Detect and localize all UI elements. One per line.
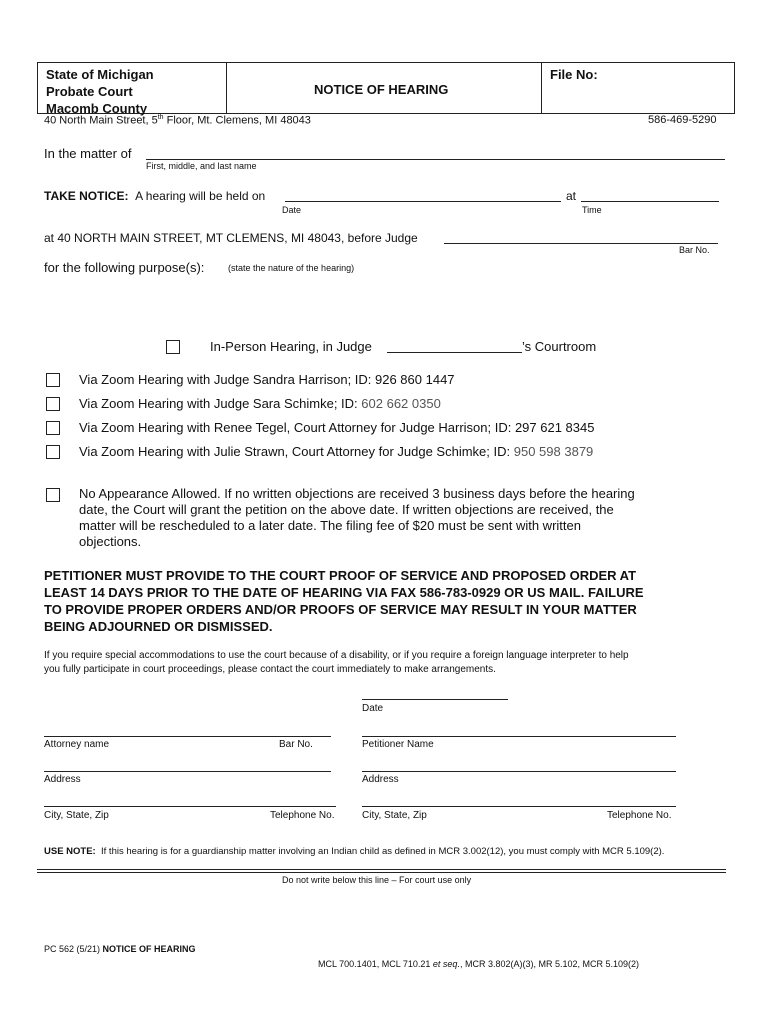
petitioner-city-line[interactable] — [362, 806, 676, 807]
header-box — [37, 62, 735, 114]
accommodation-line-1: If you require special accommodations to use the court because of a disability, or if you require a foreign language interpreter to help — [44, 650, 629, 661]
attorney-bar-caption: Bar No. — [279, 739, 313, 750]
citation-b: et seq. — [432, 959, 460, 969]
petitioner-telephone-caption: Telephone No. — [607, 810, 672, 821]
court-address-sup: th — [157, 114, 164, 121]
petitioner-name-caption: Petitioner Name — [362, 739, 434, 750]
warning-line-3: TO PROVIDE PROPER ORDERS AND/OR PROOFS OF SERVICE MAY RESULT IN YOUR MATTER — [44, 602, 637, 617]
attorney-name-line[interactable] — [44, 736, 331, 737]
court-type: Probate Court — [46, 84, 133, 99]
citation-a: MCL 700.1401, MCL 710.21 — [318, 959, 431, 969]
take-notice-label: TAKE NOTICE: — [44, 189, 129, 203]
court-address-rest: Floor, Mt. Clemens, MI 48043 — [163, 114, 311, 127]
zoom-strawn-text: Via Zoom Hearing with Julie Strawn, Court Attorney for Judge Schimke; ID: — [79, 444, 511, 459]
hearing-location: at 40 NORTH MAIN STREET, MT CLEMENS, MI 48043, before Judge — [44, 231, 418, 245]
accommodation-line-2: you fully participate in court proceedings, please contact the court immediately to make arrangements. — [44, 664, 496, 675]
warning-line-2: LEAST 14 DAYS PRIOR TO THE DATE OF HEARING VIA FAX 586-783-0929 OR US MAIL. FAILURE — [44, 585, 644, 600]
zoom-schimke-text: Via Zoom Hearing with Judge Sara Schimke; ID: — [79, 396, 358, 411]
bar-no-caption: Bar No. — [679, 245, 710, 255]
take-notice-at: at — [566, 189, 577, 203]
attorney-city-line[interactable] — [44, 806, 336, 807]
in-person-checkbox[interactable] — [166, 340, 180, 354]
form-number — [44, 944, 196, 954]
warning-line-4: BEING ADJOURNED OR DISMISSED. — [44, 619, 273, 634]
use-note-label: USE NOTE: — [44, 846, 96, 857]
take-notice — [44, 189, 265, 203]
form-number-text: PC 562 (5/21) — [44, 944, 101, 954]
court-address-text: 40 North Main Street, 5 — [44, 114, 158, 127]
court-state: State of Michigan — [46, 67, 154, 82]
form-title: NOTICE OF HEARING — [102, 944, 196, 954]
no-appearance-checkbox[interactable] — [46, 488, 60, 502]
judge-name-line[interactable] — [444, 243, 718, 244]
no-appearance-text — [79, 486, 635, 550]
citation-c: , MCR 3.802(A)(3), MR 5.102, MCR 5.109(2) — [459, 959, 640, 969]
header-divider-left — [226, 63, 227, 113]
use-note — [44, 846, 664, 857]
zoom-schimke-label — [79, 396, 441, 411]
zoom-strawn-checkbox[interactable] — [46, 445, 60, 459]
zoom-strawn-label — [79, 444, 593, 459]
page-title: NOTICE OF HEARING — [314, 82, 449, 97]
attorney-name-caption: Attorney name — [44, 739, 110, 750]
court-name — [46, 66, 154, 117]
petitioner-address-caption: Address — [362, 774, 399, 785]
purpose-label: for the following purpose(s): — [44, 260, 205, 275]
no-appearance-line-1: No Appearance Allowed. If no written objections are received 3 business days before the hearing — [79, 486, 635, 501]
hearing-date-line[interactable] — [285, 201, 561, 202]
use-note-text: If this hearing is for a guardianship matter involving an Indian child as defined in MCR 3.002(12), you must comply with MCR 5.109(2). — [101, 846, 665, 857]
date-caption-signature: Date — [362, 703, 384, 714]
zoom-strawn-id: 950 598 3879 — [513, 444, 594, 459]
courtroom-judge-line[interactable] — [387, 352, 522, 353]
file-no-label: File No: — [550, 67, 598, 82]
hearing-time-line[interactable] — [581, 201, 719, 202]
court-phone: 586-469-5290 — [648, 114, 717, 126]
no-appearance-line-2: date, the Court will grant the petition on the above date. If written objections are received, the — [79, 502, 614, 517]
matter-name-caption: First, middle, and last name — [146, 161, 257, 171]
petitioner-city-caption: City, State, Zip — [362, 810, 427, 821]
no-appearance-line-4: objections. — [79, 534, 142, 549]
court-use-rule-2 — [37, 872, 726, 873]
court-address — [44, 114, 311, 127]
matter-label: In the matter of — [44, 146, 132, 161]
petitioner-warning — [44, 567, 644, 635]
in-person-label-b: ’s Courtroom — [522, 339, 597, 354]
attorney-address-line[interactable] — [44, 771, 331, 772]
zoom-schimke-checkbox[interactable] — [46, 397, 60, 411]
time-caption: Time — [582, 205, 602, 215]
zoom-harrison-checkbox[interactable] — [46, 373, 60, 387]
matter-name-line[interactable] — [146, 159, 725, 160]
petitioner-name-line[interactable] — [362, 736, 676, 737]
purpose-hint: (state the nature of the hearing) — [228, 263, 355, 273]
warning-line-1: PETITIONER MUST PROVIDE TO THE COURT PROOF OF SERVICE AND PROPOSED ORDER AT — [44, 568, 637, 583]
zoom-schimke-id: 602 662 0350 — [361, 396, 441, 411]
header-divider-right — [541, 63, 542, 113]
legal-citation — [318, 959, 639, 969]
in-person-label-a: In-Person Hearing, in Judge — [210, 339, 372, 354]
petitioner-address-line[interactable] — [362, 771, 676, 772]
accommodation-notice — [44, 649, 629, 677]
zoom-tegel-label: Via Zoom Hearing with Renee Tegel, Court Attorney for Judge Harrison; ID: 297 621 8345 — [79, 420, 595, 435]
attorney-city-caption: City, State, Zip — [44, 810, 109, 821]
date-line[interactable] — [362, 699, 508, 700]
court-use-rule-1 — [37, 869, 726, 870]
court-use-notice: Do not write below this line – For court use only — [282, 875, 472, 885]
zoom-harrison-label: Via Zoom Hearing with Judge Sandra Harrison; ID: 926 860 1447 — [79, 372, 455, 387]
date-caption: Date — [282, 205, 302, 215]
court-county: Macomb County — [46, 101, 148, 116]
no-appearance-line-3: matter will be rescheduled to a later date. The filing fee of $20 must be sent with written — [79, 518, 581, 533]
attorney-telephone-caption: Telephone No. — [270, 810, 335, 821]
zoom-tegel-checkbox[interactable] — [46, 421, 60, 435]
take-notice-text: A hearing will be held on — [135, 189, 266, 203]
attorney-address-caption: Address — [44, 774, 81, 785]
